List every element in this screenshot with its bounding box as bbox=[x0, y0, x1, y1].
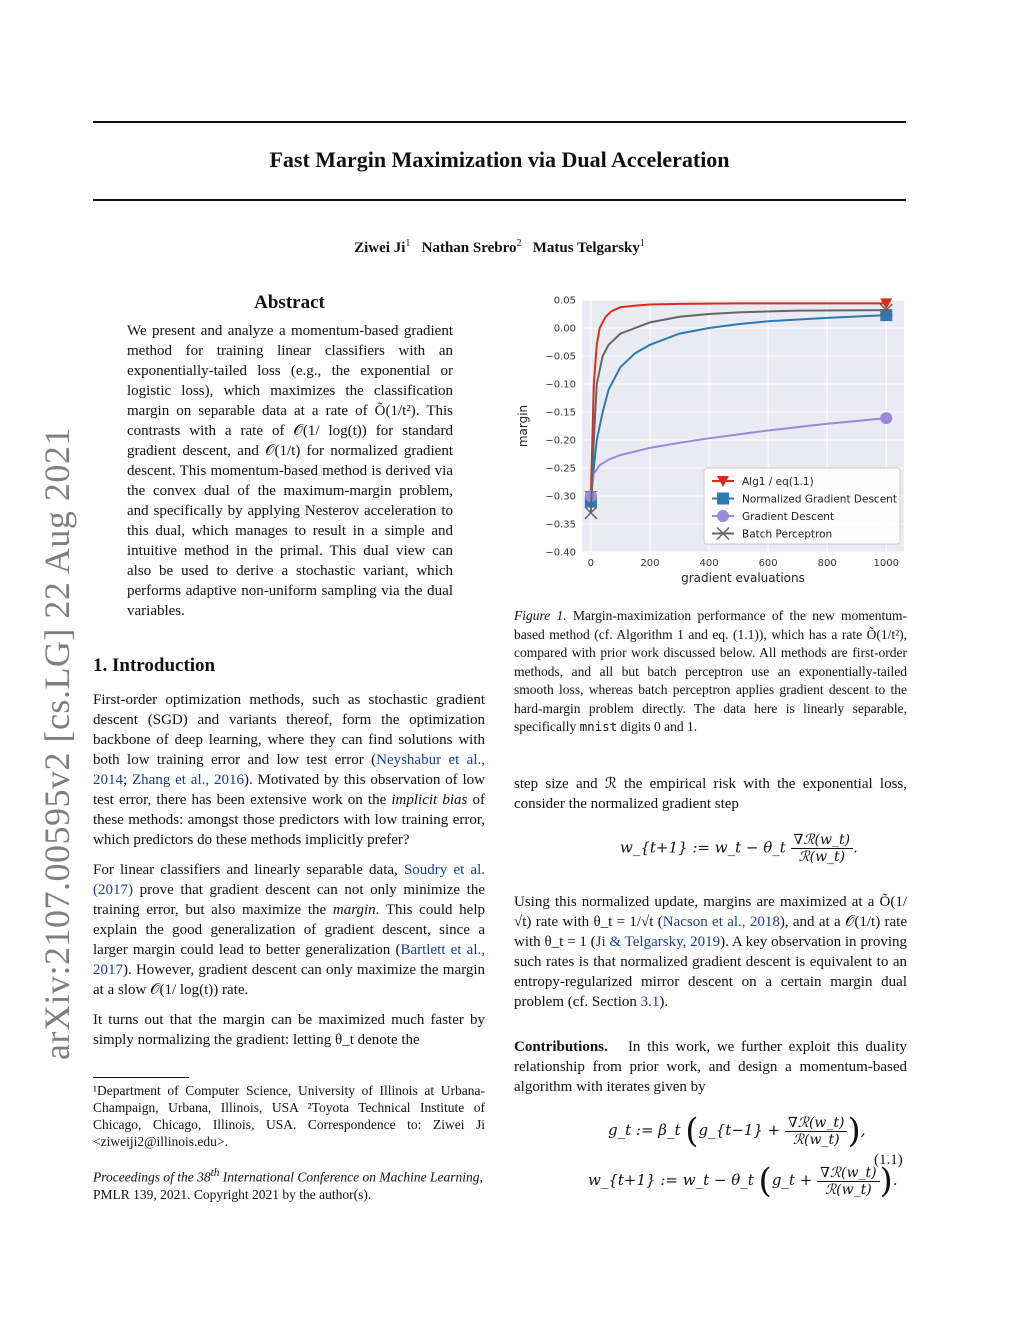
x-tick-label: 400 bbox=[699, 558, 719, 569]
author-name: Nathan Srebro bbox=[421, 240, 517, 256]
right-paragraph-2: Using this normalized update, margins are maximized at a Õ(1/√t) rate with θ_t = 1/√t (Nacson et al., 2018), and at a 𝒪(1/t) rate with θ_t = 1 (Ji & Telgarsky, 2019). A key observation in proving such rates is that normalized gradient descent is equivalent to an entropy-regularized mirror descent on a certain margin dual problem (cf. Section 3.1). bbox=[514, 894, 908, 1010]
y-tick-label: −0.20 bbox=[545, 435, 576, 447]
y-tick-label: −0.05 bbox=[545, 351, 576, 363]
citation-link[interactable]: Ji & Telgarsky, 2019 bbox=[595, 934, 721, 950]
citation-link[interactable]: Soudry et al. (2017) bbox=[93, 862, 485, 898]
legend-label: Gradient Descent bbox=[742, 511, 835, 523]
footnote-rule bbox=[93, 1077, 189, 1078]
abstract-text: We present and analyze a momentum-based gradient method for training linear classifiers with an exponentially-tailed loss (e.g., the exponential or logistic loss), which maximizes the classification margin on separable data at a rate of Õ(1/t²). This contrasts with a rate of 𝒪(1/ log(t)) for standard gradient descent, and 𝒪(1/t) for normalized gradient descent. This momentum-based method is derived via the convex dual of the maximum-margin problem, and specifically by applying Nesterov acceleration to this dual, which manages to result in a simple and intuitive method in the primal. This dual view can also be used to derive a stochastic variant, which performs adaptive non-uniform sampling via the dual variables. bbox=[127, 323, 453, 619]
margin-chart bbox=[512, 290, 910, 590]
contributions-paragraph: Contributions. In this work, we further exploit this duality relationship from prior work, and design a momentum-based algorithm with iterates given by bbox=[514, 1039, 907, 1095]
y-tick-label: −0.15 bbox=[545, 407, 576, 419]
y-tick-label: −0.25 bbox=[545, 463, 576, 475]
y-tick-label: 0.05 bbox=[553, 295, 576, 307]
abstract-heading: Abstract bbox=[254, 292, 325, 313]
legend-marker bbox=[717, 510, 729, 522]
arxiv-stamp: arXiv:2107.00595v2 [cs.LG] 22 Aug 2021 bbox=[37, 427, 77, 1060]
title-rule bbox=[93, 199, 906, 201]
intro-paragraph-2: For linear classifiers and linearly separable data, Soudry et al. (2017) prove that gradient descent can not only minimize the training error, but also maximize the margin. This could help explain the good generalization of gradient descent, since a larger margin could lead to better generalization (Bartlett et al., 2017). However, gradient descent can only maximize the margin at a slow 𝒪(1/ log(t)) rate. bbox=[93, 862, 486, 998]
x-tick-label: 600 bbox=[758, 558, 778, 569]
series-marker bbox=[880, 412, 892, 424]
x-tick-label: 0 bbox=[587, 558, 595, 569]
y-tick-label: −0.40 bbox=[545, 547, 576, 559]
x-tick-label: 200 bbox=[640, 558, 660, 569]
top-rule bbox=[93, 121, 906, 123]
equation-number: (1.1) bbox=[874, 1152, 903, 1168]
section-heading: 1. Introduction bbox=[93, 655, 216, 676]
proceedings-note: Proceedings of the 38th International Conference on Machine Learning, PMLR 139, 2021. Copyright 2021 by the author(s). bbox=[93, 1167, 483, 1202]
author-affiliation: 1 bbox=[405, 238, 411, 249]
momentum-g-equation: g_t := β_t (g_{t−1} + $\frac{\text{∇ℛ(w\_t)}}{\text{ℛ(w\_t)}}$ ), bbox=[608, 1111, 866, 1151]
author-affiliation: 1 bbox=[639, 238, 645, 249]
intro-paragraph-1: First-order optimization methods, such as stochastic gradient descent (SGD) and variants thereof, form the optimization backbone of deep learning, where they can find solutions with both low training error and low test error (Neyshabur et al., 2014; Zhang et al., 2016). Motivated by this observation of low test error, there has been extensive work on the implicit bias of these methods: amongst those predictors with low training error, which predictors do these methods implicitly prefer? bbox=[93, 692, 485, 848]
momentum-w-equation: w_{t+1} := w_t − θ_t (g_t + $\frac{\text{∇ℛ(w\_t)}}{\text{ℛ(w\_t)}}$ ). bbox=[588, 1161, 898, 1201]
normalized-step-equation: w_{t+1} := w_t − θ_t $\frac{\text{∇ℛ(w\_t)}}{\text{ℛ(w\_t)}}$ . bbox=[620, 832, 858, 865]
paper-title: Fast Margin Maximization via Dual Acceleration bbox=[269, 147, 730, 172]
intro-paragraph-3: It turns out that the margin can be maximized much faster by simply normalizing the gradient: letting θ_t denote the bbox=[93, 1012, 485, 1048]
y-tick-label: −0.10 bbox=[545, 379, 576, 391]
figure-caption: Figure 1. Margin-maximization performance of the new momentum-based method (cf. Algorithm 1 and eq. (1.1)), which has a rate Õ(1/t²), compared with prior work discussed below. All methods are first-order methods, and all but batch perceptron use an exponentially-tailed smooth loss, whereas batch perceptron applies gradient descent to the hard-margin problem directly. The data here is linearly separable, specifically mnist digits 0 and 1. bbox=[514, 608, 907, 734]
y-axis-label: margin bbox=[516, 404, 530, 448]
y-tick-label: 0.00 bbox=[553, 323, 576, 335]
x-tick-label: 800 bbox=[817, 558, 837, 569]
author-affiliation: 2 bbox=[516, 238, 522, 249]
footnote-affiliations: ¹Department of Computer Science, University of Illinois at Urbana-Champaign, Urbana, Illinois, USA ²Toyota Technical Institute of Chicago, Chicago, Illinois, USA. Correspondence to: Ziwei Ji <ziweiji2@illinois.edu>. bbox=[93, 1083, 485, 1149]
legend-label: Normalized Gradient Descent bbox=[742, 493, 897, 506]
author-name: Matus Telgarsky bbox=[532, 240, 640, 256]
legend-label: Alg1 / eq(1.1) bbox=[742, 476, 814, 488]
author-list bbox=[93, 238, 906, 257]
author-name: Ziwei Ji bbox=[354, 240, 406, 256]
x-axis-label: gradient evaluations bbox=[681, 571, 805, 585]
x-tick-label: 1000 bbox=[873, 558, 900, 569]
intro-body bbox=[93, 690, 485, 1060]
citation-link[interactable]: Bartlett et al., 2017 bbox=[93, 942, 485, 978]
y-tick-label: −0.35 bbox=[545, 519, 576, 531]
citation-link[interactable]: Neyshabur et al., 2014 bbox=[93, 752, 485, 788]
section-link[interactable]: 3.1 bbox=[640, 994, 660, 1010]
citation-link[interactable]: Nacson et al., 2018 bbox=[662, 914, 780, 930]
right-paragraph-1: step size and ℛ the empirical risk with the exponential loss, consider the normalized gradient step bbox=[514, 776, 907, 812]
legend-marker bbox=[717, 493, 729, 505]
citation-link[interactable]: Zhang et al., 2016 bbox=[132, 772, 244, 788]
legend-label: Batch Perceptron bbox=[742, 528, 833, 541]
y-tick-label: −0.30 bbox=[545, 491, 576, 503]
